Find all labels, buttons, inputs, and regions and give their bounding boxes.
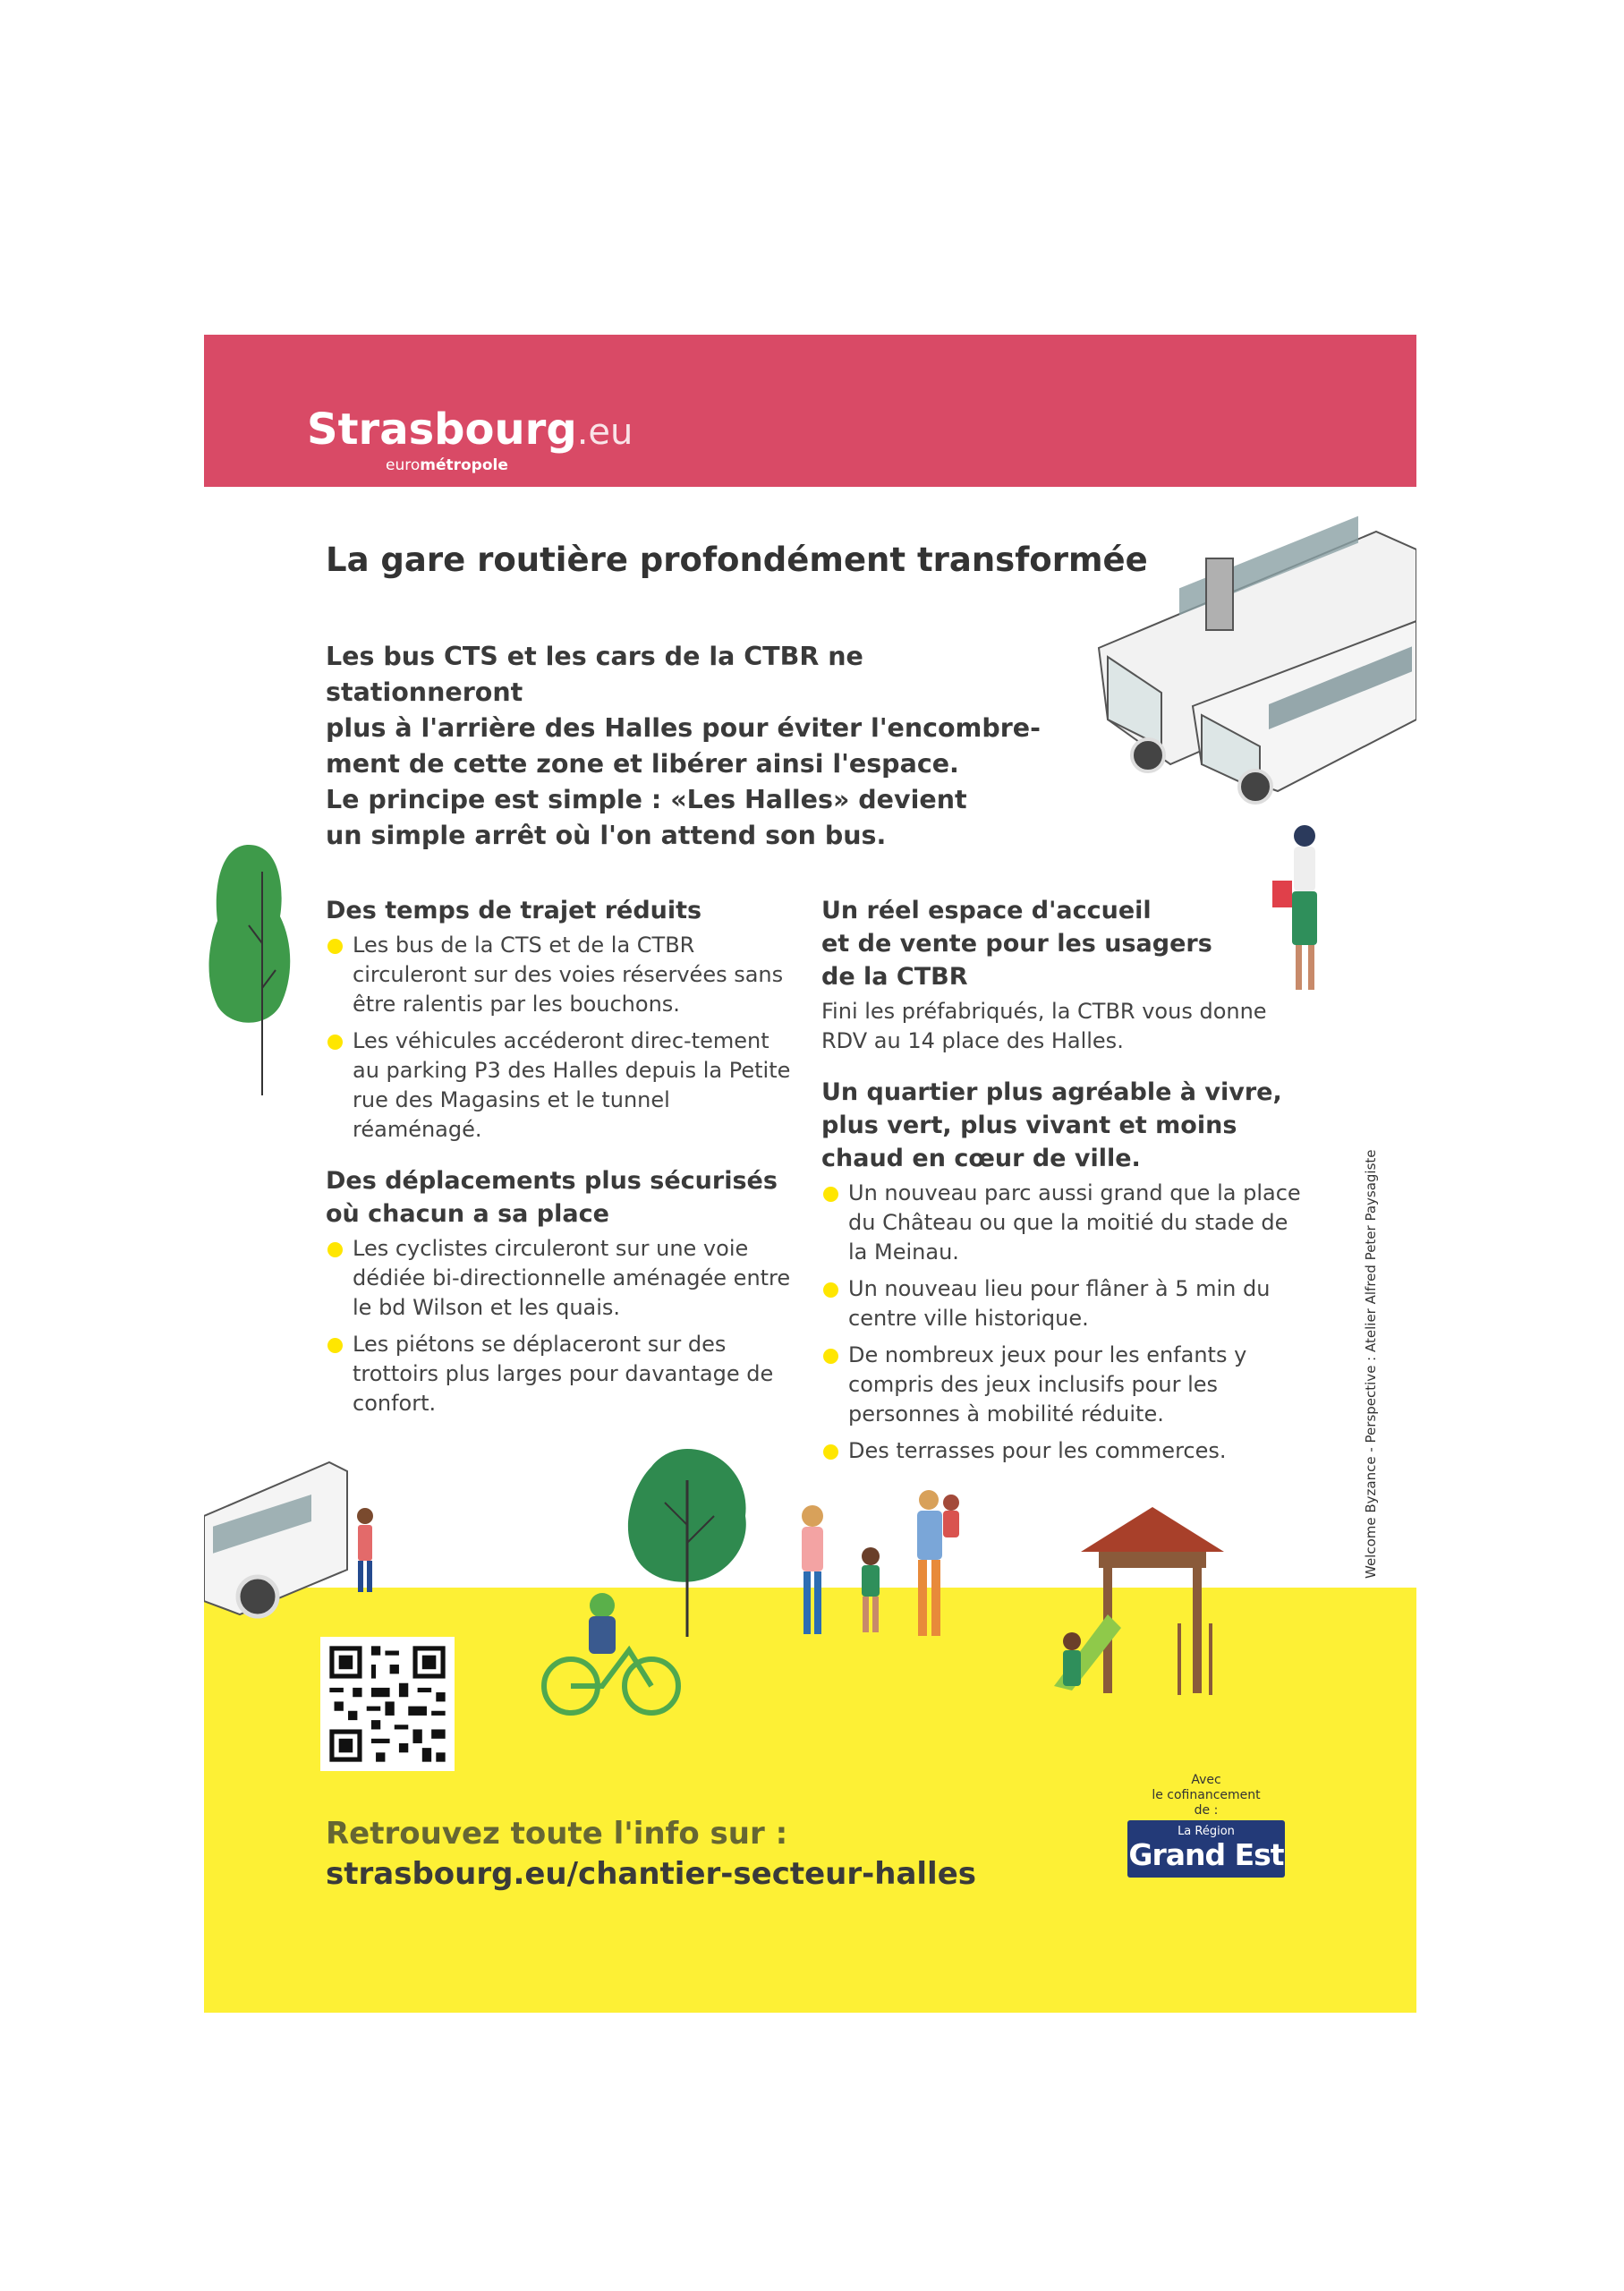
intro-line: ment de cette zone et libérer ainsi l'espace. (326, 749, 959, 779)
cofinancement-line: de : (1194, 1803, 1219, 1818)
intro-line: plus à l'arrière des Halles pour éviter l'encombre- (326, 713, 1041, 743)
illustration-credit: Welcome Byzance - Perspective : Atelier Alfred Peter Paysagiste (1363, 1149, 1379, 1579)
bullet-dot-icon (823, 1282, 838, 1298)
bullet-list (821, 1179, 1305, 1466)
section-title: Des temps de trajet réduits (326, 897, 702, 924)
bullet-dot-icon (327, 1035, 343, 1050)
section-title-line: et de vente pour les usagers (821, 930, 1212, 958)
bullet-text: Les véhicules accéderont direc-tement au parking P3 des Halles depuis la Petite rue des Magasins et le tunnel réaménagé. (353, 1028, 791, 1142)
bullet-dot-icon (823, 1349, 838, 1364)
logo-subtitle (386, 456, 508, 474)
bullet-text: Un nouveau parc aussi grand que la place du Château ou que la moitié du stade de la Meinau. (848, 1180, 1301, 1265)
flyer (204, 335, 1416, 2013)
intro-line: Le principe est simple : «Les Halles» devient (326, 785, 967, 814)
bullet-list (326, 1234, 800, 1418)
header-banner (204, 335, 1416, 487)
bullet-item (326, 1330, 800, 1418)
headline: La gare routière profondément transformée (326, 541, 1148, 579)
cta-link[interactable]: strasbourg.eu/chantier-secteur-halles (326, 1856, 976, 1892)
tree-illustration (204, 836, 302, 1104)
left-column (326, 894, 800, 1426)
bullet-text: Les cyclistes circuleront sur une voie dédiée bi-directionnelle aménagée entre le bd Wilson et les quais. (353, 1236, 791, 1320)
intro-paragraph (326, 639, 1042, 854)
section-title-line: de la CTBR (821, 963, 968, 991)
region-logo-big-text: Grand Est (1128, 1837, 1284, 1872)
logo-sub-plain: euro (386, 456, 421, 474)
bullet-dot-icon (823, 1444, 838, 1460)
cta-text: Retrouvez toute l'info sur : (326, 1816, 788, 1852)
logo-tld: .eu (576, 412, 633, 453)
logo-name: Strasbourg (307, 405, 577, 455)
region-grand-est-logo (1127, 1820, 1285, 1878)
bullet-dot-icon (823, 1187, 838, 1202)
bullet-dot-icon (327, 939, 343, 954)
region-logo-small-text: La Région (1178, 1825, 1235, 1838)
cofinancement-text (1135, 1773, 1278, 1818)
section-title-line: Un quartier plus agréable à vivre, (821, 1078, 1282, 1106)
strasbourg-logo (307, 405, 633, 474)
intro-line: Les bus CTS et les cars de la CTBR ne stationneront (326, 642, 863, 707)
bullet-text: Les piétons se déplaceront sur des trottoirs plus larges pour davantage de confort. (353, 1332, 774, 1416)
section-title-line: où chacun a sa place (326, 1200, 609, 1228)
bullet-item (326, 1234, 800, 1323)
bullet-text: Un nouveau lieu pour flâner à 5 min du centre ville historique. (848, 1276, 1271, 1331)
cofinancement-line: Avec (1191, 1773, 1221, 1787)
bullet-item (821, 1179, 1305, 1267)
qr-code-icon[interactable] (320, 1637, 455, 1771)
bullet-item (821, 1274, 1305, 1333)
bullet-item (326, 1026, 800, 1145)
playground-illustration (1045, 1498, 1269, 1713)
section-title-line: plus vert, plus vivant et moins (821, 1111, 1237, 1139)
bullet-text: Les bus de la CTS et de la CTBR circuleront sur des voies réservées sans être ralentis par les bouchons. (353, 933, 784, 1017)
cofinancement-line: le cofinancement (1152, 1788, 1261, 1802)
section-title-line: Des déplacements plus sécurisés (326, 1167, 778, 1195)
section-title-line: Un réel espace d'accueil (821, 897, 1152, 924)
bullet-dot-icon (327, 1338, 343, 1353)
right-column (821, 894, 1305, 1473)
section-title-line: chaud en cœur de ville. (821, 1145, 1141, 1172)
intro-line: un simple arrêt où l'on attend son bus. (326, 821, 887, 850)
bus-illustration (204, 1444, 392, 1623)
bullet-item (821, 1436, 1305, 1466)
bullet-item (326, 931, 800, 1019)
bullet-list (326, 931, 800, 1145)
logo-sub-bold: métropole (420, 456, 508, 474)
bullet-item (821, 1341, 1305, 1429)
section-text: Fini les préfabriqués, la CTBR vous donne RDV au 14 place des Halles. (821, 999, 1267, 1053)
bullet-dot-icon (327, 1242, 343, 1257)
cyclist-illustration (540, 1588, 683, 1722)
bullet-text: Des terrasses pour les commerces. (848, 1438, 1227, 1463)
bullet-text: De nombreux jeux pour les enfants y compris des jeux inclusifs pour les personnes à mobilité réduite. (848, 1342, 1247, 1427)
family-illustration (777, 1489, 1009, 1677)
